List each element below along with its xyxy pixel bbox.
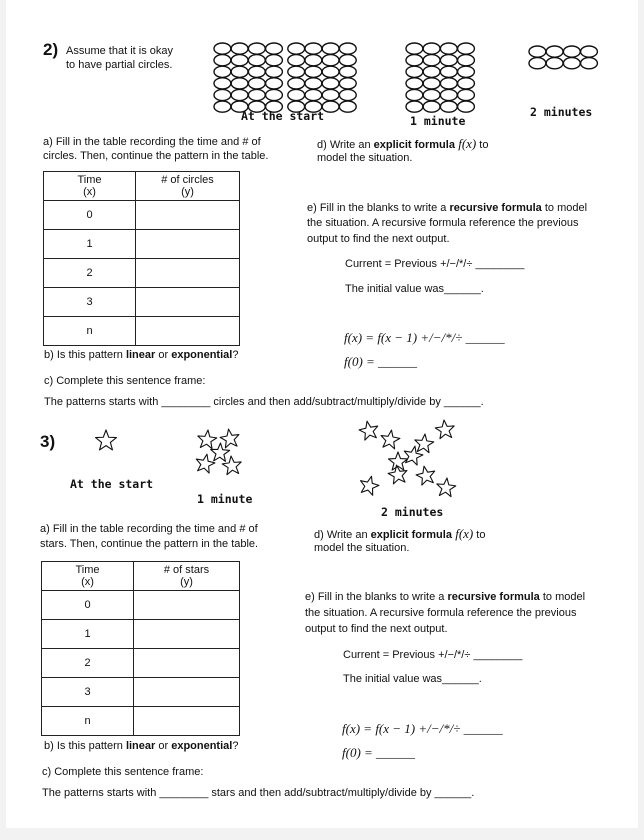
q3-d-prefix: d) Write an bbox=[314, 529, 371, 541]
star-shape bbox=[220, 429, 239, 448]
star-shape bbox=[415, 434, 434, 453]
q2-e-line1 bbox=[307, 201, 587, 216]
circle-shape bbox=[529, 58, 546, 69]
circle-shape bbox=[406, 78, 423, 89]
q3-e-initial: The initial value was______. bbox=[343, 673, 482, 685]
circle-shape bbox=[440, 43, 457, 54]
circle-shape bbox=[248, 55, 265, 66]
q3-c-line2: The patterns starts with ________ stars and then add/subtract/multiply/divide by ______. bbox=[42, 787, 475, 799]
q3-col2-header-line1: # of stars bbox=[163, 564, 210, 576]
circle-shape bbox=[458, 101, 475, 112]
star-shape bbox=[435, 420, 454, 439]
q2-label-start: At the start bbox=[241, 109, 325, 123]
q3-stars-1min-figure bbox=[192, 426, 262, 486]
q2-circles-1min-figure bbox=[404, 41, 477, 115]
q3-d-fx: f(x) bbox=[451, 526, 474, 541]
circle-shape bbox=[288, 55, 305, 66]
q3-label-1min: 1 minute bbox=[197, 492, 253, 506]
circle-shape bbox=[214, 43, 231, 54]
q3-col2-header bbox=[134, 562, 240, 591]
circle-shape bbox=[423, 66, 440, 77]
q2-d-suffix: to bbox=[476, 139, 489, 151]
q3-d-suffix: to bbox=[473, 529, 486, 541]
circle-shape bbox=[339, 89, 356, 100]
circle-shape bbox=[266, 89, 283, 100]
q2-c-line1: c) Complete this sentence frame: bbox=[44, 375, 206, 387]
circle-shape bbox=[423, 43, 440, 54]
q3-d-bold: explicit formula bbox=[370, 529, 452, 541]
q2-row-x: n bbox=[44, 317, 136, 346]
circle-shape bbox=[529, 46, 546, 57]
q2-e-bold: recursive formula bbox=[449, 202, 542, 214]
q2-b-exponential: exponential bbox=[171, 349, 233, 361]
q3-row-x: 3 bbox=[42, 678, 134, 707]
circle-shape bbox=[305, 43, 322, 54]
q2-col1-header-line2: (x) bbox=[83, 186, 96, 198]
star-shape bbox=[198, 430, 217, 449]
circle-shape bbox=[214, 66, 231, 77]
star-shape bbox=[96, 430, 117, 450]
circle-shape bbox=[423, 101, 440, 112]
circle-shape bbox=[322, 78, 339, 89]
circle-shape bbox=[288, 43, 305, 54]
q3-e-prefix: e) Fill in the blanks to write a bbox=[305, 591, 448, 603]
star-shape bbox=[381, 430, 400, 449]
q3-e-fx: f(x) = f(x − 1) +/−/*/÷ ______ bbox=[342, 721, 503, 736]
q2-e-current: Current = Previous +/−/*/÷ ________ bbox=[345, 258, 525, 270]
q2-circles-2min-figure bbox=[527, 44, 600, 71]
q3-b-qmark: ? bbox=[232, 740, 239, 752]
circle-shape bbox=[288, 66, 305, 77]
q3-b-prefix: b) Is this pattern bbox=[44, 740, 126, 752]
q2-col2-header-line2: (y) bbox=[181, 186, 194, 198]
q2-row-y-cell[interactable] bbox=[136, 201, 240, 230]
q2-b-qmark: ? bbox=[232, 349, 239, 361]
circle-shape bbox=[214, 89, 231, 100]
circle-shape bbox=[423, 78, 440, 89]
circle-shape bbox=[440, 66, 457, 77]
q2-e-suffix: to model bbox=[541, 202, 588, 214]
circle-shape bbox=[266, 78, 283, 89]
circle-shape bbox=[440, 55, 457, 66]
q2-a-line1: a) Fill in the table recording the time and # of bbox=[43, 136, 261, 148]
worksheet-page bbox=[6, 0, 638, 828]
star-shape bbox=[359, 421, 378, 440]
star-shape bbox=[437, 478, 456, 497]
q2-b-or: or bbox=[155, 349, 172, 361]
q2-e-fx: f(x) = f(x − 1) +/−/*/÷ ______ bbox=[344, 330, 505, 345]
circle-shape bbox=[339, 101, 356, 112]
q2-col1-header bbox=[44, 172, 136, 201]
q3-row-y-cell[interactable] bbox=[134, 649, 240, 678]
q2-e-initial: The initial value was______. bbox=[345, 283, 484, 295]
q3-row-x: 0 bbox=[42, 591, 134, 620]
circle-shape bbox=[458, 78, 475, 89]
q3-label-2min: 2 minutes bbox=[381, 505, 444, 519]
q3-row-x: n bbox=[42, 707, 134, 736]
circle-shape bbox=[563, 46, 580, 57]
circle-shape bbox=[406, 89, 423, 100]
circle-shape bbox=[406, 43, 423, 54]
q2-row-x: 2 bbox=[44, 259, 136, 288]
circle-shape bbox=[266, 66, 283, 77]
q2-row-y-cell[interactable] bbox=[136, 288, 240, 317]
q2-row-x: 3 bbox=[44, 288, 136, 317]
q3-table bbox=[41, 561, 240, 736]
circle-shape bbox=[322, 43, 339, 54]
circle-shape bbox=[406, 101, 423, 112]
q2-e-prefix: e) Fill in the blanks to write a bbox=[307, 202, 450, 214]
q2-e-f0: f(0) = ______ bbox=[344, 354, 418, 369]
q3-b-exponential: exponential bbox=[171, 740, 233, 752]
q2-col2-header bbox=[136, 172, 240, 201]
circle-shape bbox=[266, 43, 283, 54]
q2-row-y-cell[interactable] bbox=[136, 259, 240, 288]
circle-shape bbox=[546, 58, 563, 69]
star-shape bbox=[404, 446, 423, 465]
q2-circles-start-figure bbox=[212, 41, 359, 115]
circle-shape bbox=[322, 66, 339, 77]
circle-shape bbox=[440, 101, 457, 112]
q3-row-x: 1 bbox=[42, 620, 134, 649]
q2-d-line2: model the situation. bbox=[317, 152, 413, 164]
q2-b-prefix: b) Is this pattern bbox=[44, 349, 126, 361]
circle-shape bbox=[248, 78, 265, 89]
q2-c-line2: The patterns starts with ________ circles and then add/subtract/multiply/divide by ______. bbox=[44, 396, 484, 408]
star-shape bbox=[388, 465, 407, 484]
circle-shape bbox=[231, 55, 248, 66]
q2-b-question bbox=[44, 348, 238, 363]
q3-number: 3) bbox=[40, 432, 56, 451]
circle-shape bbox=[305, 55, 322, 66]
circle-shape bbox=[458, 55, 475, 66]
q3-a-line1: a) Fill in the table recording the time and # of bbox=[40, 523, 258, 535]
q3-stars-start-figure bbox=[92, 426, 122, 456]
circle-shape bbox=[440, 78, 457, 89]
circle-shape bbox=[581, 58, 598, 69]
circle-shape bbox=[322, 89, 339, 100]
q2-col1-header-line1: Time bbox=[77, 174, 102, 186]
circle-shape bbox=[339, 78, 356, 89]
q3-b-question bbox=[44, 739, 238, 754]
circle-shape bbox=[305, 89, 322, 100]
q2-intro-line1: Assume that it is okay bbox=[66, 45, 173, 57]
q3-stars-2min-figure bbox=[351, 420, 466, 506]
q3-row-x: 2 bbox=[42, 649, 134, 678]
q3-d-line2: model the situation. bbox=[314, 542, 410, 554]
q3-b-linear: linear bbox=[125, 740, 156, 752]
q2-row-y-cell[interactable] bbox=[136, 230, 240, 259]
circle-shape bbox=[406, 55, 423, 66]
circle-shape bbox=[546, 46, 563, 57]
q3-e-line3: output to find the next output. bbox=[305, 623, 448, 635]
q3-b-or: or bbox=[155, 740, 172, 752]
q3-col1-header bbox=[42, 562, 134, 591]
circle-shape bbox=[581, 46, 598, 57]
circle-shape bbox=[458, 89, 475, 100]
q3-e-bold: recursive formula bbox=[447, 591, 540, 603]
q2-a-line2: circles. Then, continue the pattern in the table. bbox=[43, 150, 269, 162]
q2-row-x: 0 bbox=[44, 201, 136, 230]
q2-d-fx: f(x) bbox=[454, 136, 477, 151]
circle-shape bbox=[288, 89, 305, 100]
q2-e-line2: the situation. A recursive formula reference the previous bbox=[307, 217, 579, 229]
q2-col2-header-line1: # of circles bbox=[161, 174, 214, 186]
circle-shape bbox=[288, 78, 305, 89]
star-shape bbox=[211, 443, 230, 461]
circle-shape bbox=[423, 89, 440, 100]
q3-row-y-cell[interactable] bbox=[134, 707, 240, 736]
circle-shape bbox=[248, 89, 265, 100]
q2-row-x: 1 bbox=[44, 230, 136, 259]
q2-number: 2) bbox=[43, 40, 59, 59]
q2-d-bold: explicit formula bbox=[373, 139, 455, 151]
star-shape bbox=[416, 466, 435, 485]
q3-col1-header-line2: (x) bbox=[81, 576, 94, 588]
circle-shape bbox=[322, 55, 339, 66]
q2-row-y-cell[interactable] bbox=[136, 317, 240, 346]
q3-c-line1: c) Complete this sentence frame: bbox=[42, 766, 204, 778]
q2-label-2min: 2 minutes bbox=[530, 105, 593, 119]
circle-shape bbox=[214, 55, 231, 66]
q3-row-y-cell[interactable] bbox=[134, 678, 240, 707]
circle-shape bbox=[423, 55, 440, 66]
circle-shape bbox=[231, 43, 248, 54]
circle-shape bbox=[248, 66, 265, 77]
circle-shape bbox=[339, 66, 356, 77]
circle-shape bbox=[248, 43, 265, 54]
circle-shape bbox=[231, 78, 248, 89]
q3-col1-header-line1: Time bbox=[75, 564, 100, 576]
circle-shape bbox=[266, 55, 283, 66]
q3-row-y-cell[interactable] bbox=[134, 620, 240, 649]
q3-row-y-cell[interactable] bbox=[134, 591, 240, 620]
circle-shape bbox=[563, 58, 580, 69]
circle-shape bbox=[458, 66, 475, 77]
q2-intro-line2: to have partial circles. bbox=[66, 59, 173, 71]
q3-e-line1 bbox=[305, 590, 585, 605]
q2-label-1min: 1 minute bbox=[410, 114, 466, 128]
circle-shape bbox=[339, 55, 356, 66]
q3-e-f0: f(0) = ______ bbox=[342, 745, 416, 760]
q3-e-line2: the situation. A recursive formula reference the previous bbox=[305, 607, 577, 619]
q3-label-start: At the start bbox=[70, 477, 154, 491]
q2-table bbox=[43, 171, 240, 346]
circle-shape bbox=[440, 89, 457, 100]
q3-e-suffix: to model bbox=[539, 591, 586, 603]
circle-shape bbox=[231, 66, 248, 77]
circle-shape bbox=[231, 89, 248, 100]
q3-e-current: Current = Previous +/−/*/÷ ________ bbox=[343, 649, 523, 661]
star-shape bbox=[361, 476, 379, 495]
circle-shape bbox=[458, 43, 475, 54]
circle-shape bbox=[406, 66, 423, 77]
circle-shape bbox=[305, 78, 322, 89]
q2-b-linear: linear bbox=[125, 349, 156, 361]
q2-e-line3: output to find the next output. bbox=[307, 233, 450, 245]
q2-d-prefix: d) Write an bbox=[317, 139, 374, 151]
q3-col2-header-line2: (y) bbox=[180, 576, 193, 588]
circle-shape bbox=[339, 43, 356, 54]
circle-shape bbox=[322, 101, 339, 112]
circle-shape bbox=[305, 66, 322, 77]
star-shape bbox=[196, 454, 215, 473]
circle-shape bbox=[214, 101, 231, 112]
q3-a-line2: stars. Then, continue the pattern in the table. bbox=[40, 538, 259, 550]
circle-shape bbox=[214, 78, 231, 89]
